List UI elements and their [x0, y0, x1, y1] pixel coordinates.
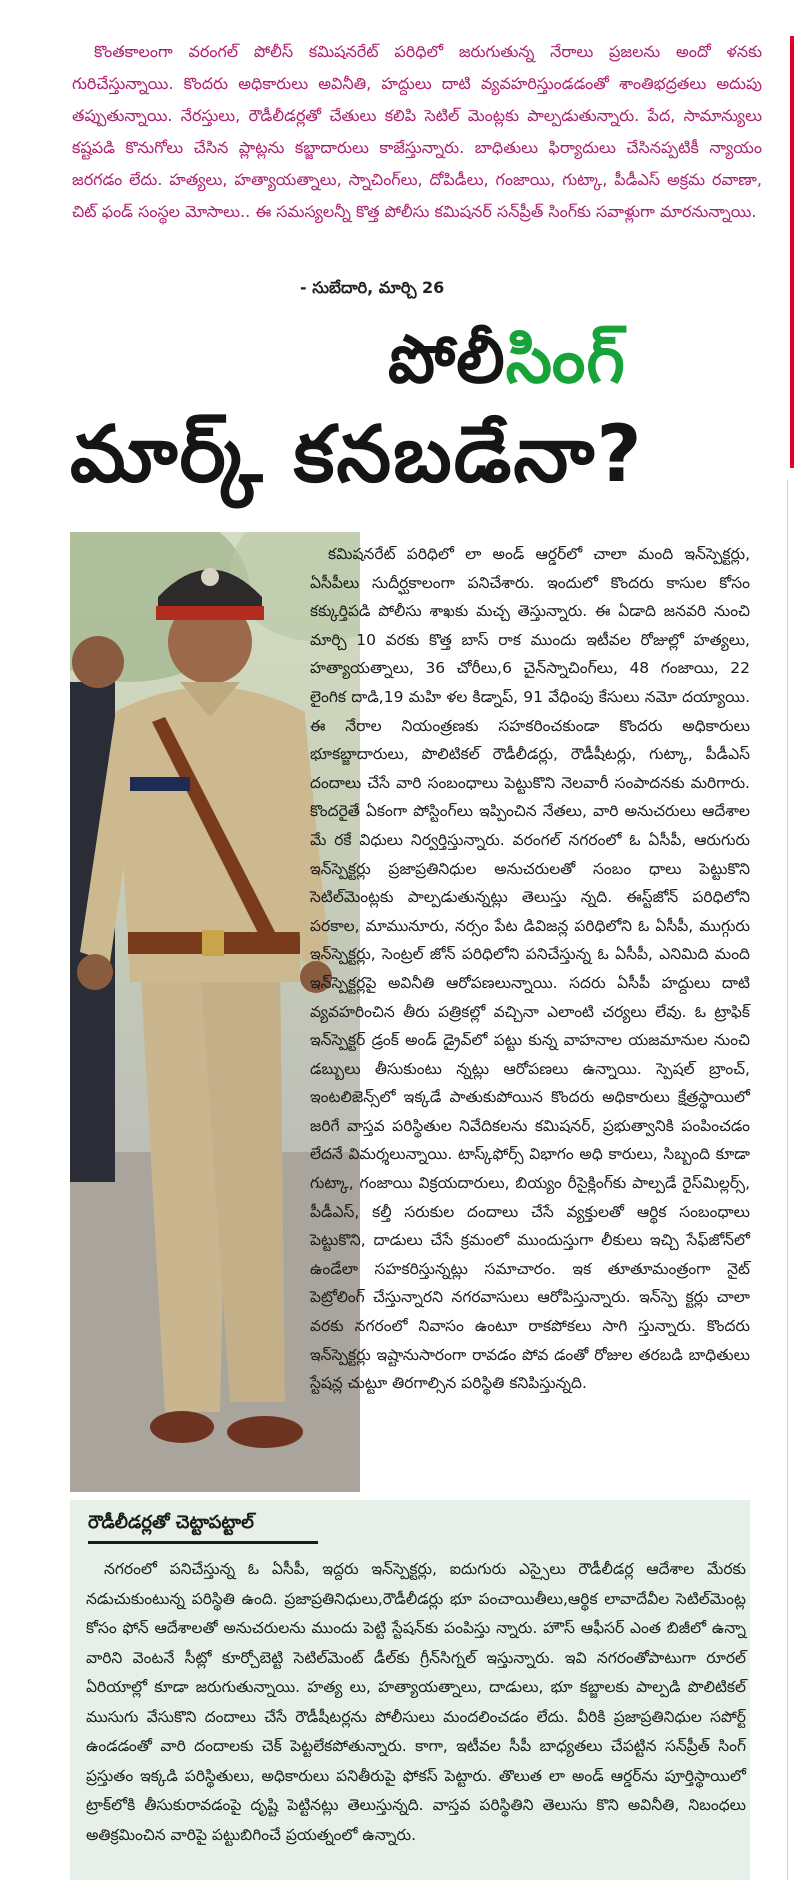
headline-line-1: [388, 320, 626, 400]
box-heading: రౌడీలీడర్లతో చెట్టాపట్టాల్: [88, 1512, 254, 1533]
column-rule: [787, 480, 788, 1880]
box-heading-underline: [88, 1541, 318, 1544]
dateline: - సుబేదారి, మార్చి 26: [300, 278, 445, 297]
headline-green-part: సింగ్: [505, 321, 626, 398]
red-border-bar: [790, 36, 794, 468]
headline-line-2: మార్క్ కనబడేనా?: [70, 410, 644, 500]
box-body: నగరంలో పనిచేస్తున్న ఓ ఏసీపీ, ఇద్దరు ఇన్‌స్పెక్టర్లు, ఐదుగురు ఎస్సైలు రౌడీలీడర్ల ఆదేశాల మేరకు నడుచుకుంటున్న పరిస్థితి ఉంది. ప్రజాప్రతినిధులు,రౌడీలీడర్లు భూ పంచాయితీలు,ఆర్థిక లావాదేవీల సెటిల్‌మెంట్ల కోసం ఫోన్ ఆదేశాలతో అనుచరులను ముందు పెట్టి స్టేషన్‌కు పంపిస్తు న్నారు. హౌస్ ఆఫీసర్ ఎంత బిజీలో ఉన్నా వారిని వెంటనే సీట్లో కూర్చోబెట్టి సెటిల్‌మెంట్ డీల్‌కు గ్రీన్‌సిగ్నల్ ఇస్తున్నారు. ఇవి నగరంతోపాటుగా రూరల్ ఏరియాల్లో కూడా జరుగుతున్నాయి. హత్య లు, హత్యాయత్నాలు, దాడులు, భూ కబ్జాలకు పాల్పడి పొలిటికల్ ముసుగు వేసుకొని దందాలు చేసే రౌడీషీటర్లను పోలీసులు మందలించడం లేదు. వీరికి ప్రజాప్రతినిధుల సపోర్ట్ ఉండడంతో వారి దందాలకు చెక్ పెట్టలేకపోతున్నారు. కాగా, ఇటీవల సీపీ బాధ్యతలు చేపట్టిన సన్‌ప్రీత్ సింగ్ ప్రస్తుతం ఇక్కడి పరిస్థితులు, అధికారులు పనితీరుపై ఫోకస్ పెట్టారు. తొలుత లా అండ్ ఆర్డర్‌ను పూర్తిస్థాయిలో ట్రాక్‌లోకి తీసుకురావడంపై దృష్టి పెట్టినట్లు తెలుస్తున్నది. వాస్తవ పరిస్థితిని తెలుసు కొని అవినీతి, నిబంధలు అతిక్రమించిన వారిపై పట్టుబిగించే ప్రయత్నంలో ఉన్నారు.: [86, 1560, 746, 1844]
intro-paragraph: కొంతకాలంగా వరంగల్ పోలీస్ కమిషనరేట్ పరిధిలో జరుగుతున్న నేరాలు ప్రజలను అందో ళనకు గురిచేస్తున్నాయి. కొందరు అధికారులు అవినీతి, హద్దులు దాటి వ్యవహరిస్తుండడంతో శాంతిభద్రతలు అదుపు తప్పుతున్నాయి. నేరస్తులు, రౌడీలీడర్లతో చేతులు కలిపి సెటిల్ మెంట్లకు పాల్పడుతున్నారు. పేద, సామాన్యులు కష్టపడి కొనుగోలు చేసిన ప్లాట్లను కబ్జాదారులు కాజేస్తున్నారు. బాధితులు ఫిర్యాదులు చేసినప్పటికీ న్యాయం జరగడం లేదు. హత్యలు, హత్యాయత్నాలు, స్నాచింగ్‌లు, దోపిడీలు, గంజాయి, గుట్కా, పీడీఎస్ అక్రమ రవాణా, చిట్ ఫండ్ సంస్థల మోసాలు.. ఈ సమస్యలన్నీ కొత్త పోలీసు కమిషనర్ సన్‌ప్రీత్ సింగ్‌కు సవాళ్లుగా మారనున్నాయి.: [72, 42, 762, 221]
article-body: కమిషనరేట్ పరిధిలో లా అండ్ ఆర్డర్‌లో చాలా మంది ఇన్‌స్పెక్టర్లు, ఏసీపీలు సుదీర్ఘకాలంగా పనిచేశారు. ఇందులో కొందరు కాసుల కోసం కక్కుర్తిపడి పోలీసు శాఖకు మచ్చ తెస్తున్నారు. ఈ ఏడాది జనవరి నుంచి మార్చి 10 వరకు కొత్త బాస్ రాక ముందు ఇటీవల రోజుల్లో హత్యలు, హత్యాయత్నాలు, 36 చోరీలు,6 చైన్‌స్నాచింగ్‌లు, 48 గంజాయి, 22 లైంగిక దాడి,19 మహి ళల కిడ్నాప్, 91 వేధింపు కేసులు నమో దయ్యాయి. ఈ నేరాల నియంత్రణకు సహకరించకుండా కొందరు అధికారులు భూకబ్జాదారులు, పొలిటికల్ రౌడీలీడర్లు, రౌడీషీటర్లు, గుట్కా, పీడీఎస్ దందాలు చేసే వారి సంబంధాలు పెట్టుకొని నెలవారీ సంపాదనకు మరిగారు. కొందరైతే ఏకంగా పోస్టింగ్‌లు ఇప్పించిన నేతలు, వారి అనుచరులు ఆదేశాల మే రకే విధులు నిర్వర్తిస్తున్నారు. వరంగల్ నగరంలో ఓ ఏసీపీ, ఆరుగురు ఇన్‌స్పెక్టర్లు ప్రజాప్రతినిధుల అనుచరులతో సంబం ధాలు పెట్టుకొని సెటిల్‌మెంట్లకు పాల్పడుతున్నట్లు తెలుస్తు న్నది. ఈస్ట్‌జోన్ పరిధిలోని పరకాల, మామునూరు, నర్సం పేట డివిజన్ల పరిధిలోని ఓ ఏసీపీ, ముగ్గురు ఇన్‌స్పెక్టర్లు, సెంట్రల్ జోన్ పరిధిలోని పనిచేస్తున్న ఓ ఏసీపీ, ఎనిమిది మంది ఇన్‌స్పెక్టర్లపై అవినీతి ఆరోపణలున్నాయి. సదరు ఏసీపీ హద్దులు దాటి వ్యవహరించిన తీరు పత్రికల్లో వచ్చినా ఎలాంటి చర్యలు లేవు. ఓ ట్రాఫిక్ ఇన్‌స్పెక్టర్ డ్రంక్ అండ్ డ్రైవ్‌లో పట్టు కున్న వాహనాల యజమానుల నుంచి డబ్బులు తీసుకుంటు న్నట్లు ఆరోపణలు ఉన్నాయి. స్పెషల్ బ్రాంచ్, ఇంటలిజెన్స్‌లో ఇక్కడే పాతుకుపోయిన కొందరు అధికారులు క్షేత్రస్థాయిలో జరిగే వాస్తవ పరిస్థితుల నివేదికలను కమిషనర్, ప్రభుత్వానికి పంపించడం లేదనే విమర్శలున్నాయి. టాస్క్‌ఫోర్స్ విభాగం అధి కారులు, సిబ్బంది కూడా గుట్కా, గంజాయి విక్రయదారులు, బియ్యం రీసైక్లింగ్‌కు పాల్పడే రైస్‌మిల్లర్స్, పీడీఎస్, కల్తీ సరుకుల దందాలు చేసే వ్యక్తులతో ఆర్థిక సంబంధాలు పెట్టుకొని, దాడులు చేసే క్రమంలో ముందుస్తుగా లీకులు ఇచ్చి సేఫ్‌జోన్‌లో ఉండేలా సహకరిస్తున్నట్లు సమాచారం. ఇక తూతూమంత్రంగా నైట్ పెట్రోలింగ్ చేస్తున్నారని నగరవాసులు ఆరోపిస్తున్నారు. ఇన్‌స్పె క్టర్లు చాలా వరకు నగరంలో నివాసం ఉంటూ రాకపోకలు సాగి స్తున్నారు. కొందరు ఇన్‌స్పెక్టర్లు ఇష్టానుసారంగా రావడం పోవ డంతో రోజుల తరబడి బాధితులు స్టేషన్ల చుట్టూ తిరగాల్సిన పరిస్థితి కనిపిస్తున్నది.: [310, 545, 750, 1393]
headline-black-part: పోలీ: [388, 321, 506, 398]
